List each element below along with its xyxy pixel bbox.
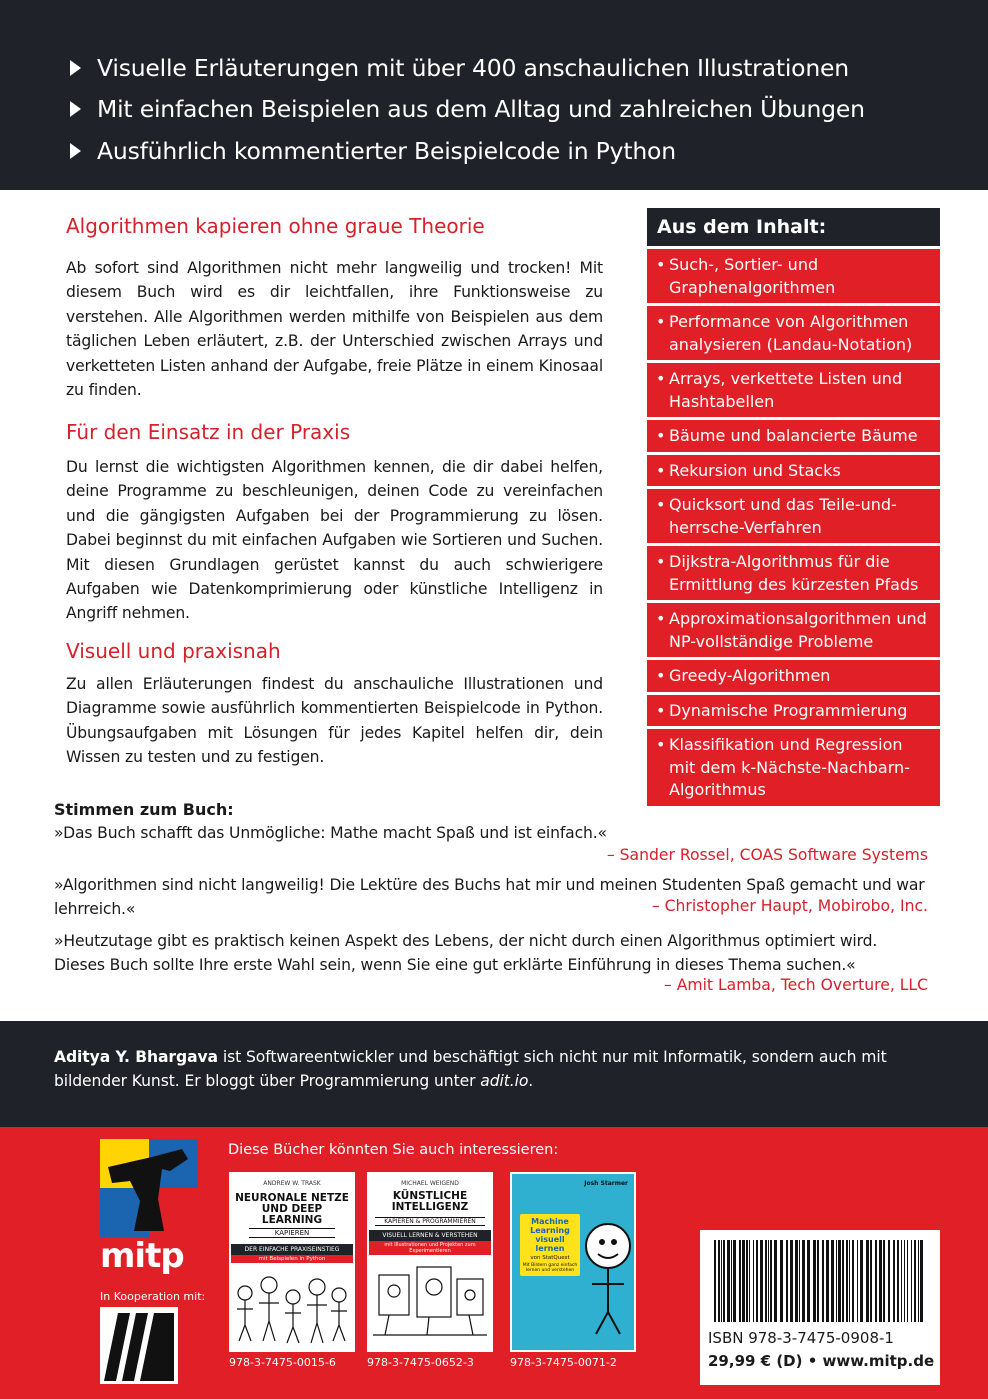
quote-author: – Christopher Haupt, Mobirobo, Inc. (651, 897, 928, 915)
barcode-bar (822, 1240, 824, 1322)
section-heading: Für den Einsatz in der Praxis (66, 420, 351, 444)
barcode-bar (907, 1240, 908, 1322)
book-sub: von StatQuest (530, 1255, 570, 1261)
barcode-bar (714, 1240, 716, 1322)
author-name: Aditya Y. Bhargava (54, 1048, 218, 1066)
barcode-bar (846, 1240, 848, 1322)
barcode-bar (875, 1240, 877, 1322)
barcode-bar (795, 1240, 798, 1322)
book-isbn: 978-3-7475-0015-6 (229, 1356, 336, 1369)
contents-item: • Greedy-Algorithmen (647, 657, 940, 692)
quote-author: – Sander Rossel, COAS Software Systems (606, 846, 928, 864)
barcode-bar (883, 1240, 885, 1322)
contents-item: • Dijkstra-Algorithmus für die Ermittlung des kürzesten Pfads (647, 543, 940, 600)
contents-item: • Rekursion und Stacks (647, 452, 940, 487)
barcode-bar (813, 1240, 816, 1322)
quote-text: »Das Buch schafft das Unmögliche: Mathe macht Spaß und ist einfach.« (54, 824, 607, 842)
book-band: Mit Bildern ganz einfach lernen und verstehen (522, 1263, 578, 1273)
barcode-bar (786, 1240, 788, 1322)
barcode-bar (727, 1240, 730, 1322)
cooperation-label: In Kooperation mit: (100, 1290, 206, 1303)
barcode-bar (831, 1240, 834, 1322)
book-author: Josh Starmer (584, 1180, 628, 1187)
feature-item (70, 89, 865, 129)
contents-item: • Quicksort und das Teile-und-herrsche-Verfahren (647, 486, 940, 543)
contents-item: • Approximationsalgorithmen und NP-vollständige Probleme (647, 600, 940, 657)
book-band: VISUELL LERNEN & VERSTEHEN (369, 1230, 491, 1241)
author-bio-end: . (528, 1072, 534, 1090)
barcode-bar (901, 1240, 902, 1322)
section-text: Zu allen Erläuterungen findest du anschauliche Illustrationen und Diagramme sowie ausführlich kommentierten Beispielcode in Python. Übungsaufgaben mit Lösungen für jedes Kapitel helfen dir, dein Wissen zu testen und zu festigen. (66, 675, 603, 767)
barcode-bar (742, 1240, 745, 1322)
barcode-bar (860, 1240, 863, 1322)
barcode-bar (770, 1240, 772, 1322)
author-bio (54, 1045, 934, 1093)
book-isbn: 978-3-7475-0652-3 (367, 1356, 474, 1369)
contents-item: • Dynamische Programmierung (647, 692, 940, 727)
book-sub: KAPIEREN (249, 1228, 335, 1238)
author-bio-text: ist Softwareentwickler und beschäftigt sich nicht nur mit Informatik, sondern auch mit bildender Kunst. Er bloggt über Programmierung unter (54, 1048, 887, 1090)
triangle-bullet-icon (70, 60, 81, 76)
barcode-bar (904, 1240, 905, 1322)
price-and-website: 29,99 € (D) • www.mitp.de (708, 1352, 935, 1370)
barcode-bar (746, 1240, 748, 1322)
feature-text: Mit einfachen Beispielen aus dem Alltag und zahlreichen Übungen (97, 95, 865, 123)
book-band: DER EINFACHE PRAXISEINSTIEG (231, 1244, 353, 1255)
quote-text: »Algorithmen sind nicht langweilig! Die Lektüre des Buchs hat mir und meinen Studenten Spaß gemacht und war lehrreich.« (54, 876, 925, 918)
book-illustration-icon (578, 1216, 634, 1336)
barcode-bar (807, 1240, 810, 1322)
barcode-bar (893, 1240, 895, 1322)
triangle-bullet-icon (70, 101, 81, 117)
publisher-name: mitp (100, 1236, 184, 1276)
barcode-bar (852, 1240, 854, 1322)
barcode-bar (914, 1240, 916, 1322)
contents-item: • Bäume und balancierte Bäume (647, 417, 940, 452)
barcode-bar (765, 1240, 767, 1322)
section-heading: Algorithmen kapieren ohne graue Theorie (66, 214, 485, 238)
barcode-bar (888, 1240, 890, 1322)
barcode-bar (879, 1240, 882, 1322)
barcode-bar (870, 1240, 872, 1322)
barcode-bar (760, 1240, 763, 1322)
barcode-bar (718, 1240, 720, 1322)
author-site: adit.io (480, 1072, 529, 1090)
book-author: MICHAEL WEIGEND (401, 1180, 459, 1187)
quote-text: »Heutzutage gibt es praktisch keinen Aspekt des Lebens, der nicht durch einen Algorithmus optimiert wird. Dieses Buch sollte Ihre erste Wahl sein, wenn Sie eine gut erklärte Einführung in dieses Thema suchen.« (54, 932, 878, 974)
barcode-bar (753, 1240, 754, 1322)
feature-item (70, 131, 676, 171)
triangle-bullet-icon (70, 143, 81, 159)
contents-item: • Arrays, verkettete Listen und Hashtabellen (647, 360, 940, 417)
feature-text: Ausführlich kommentierter Beispielcode in Python (97, 137, 676, 165)
barcode-bar (817, 1240, 819, 1322)
book-title-box (520, 1214, 580, 1276)
barcode-bar (836, 1240, 837, 1322)
contents-box (647, 208, 940, 806)
book-illustration-icon (369, 1255, 491, 1347)
barcode-bar (802, 1240, 805, 1322)
book-illustration-icon (231, 1263, 353, 1352)
section-heading: Visuell und praxisnah (66, 639, 281, 663)
barcode-bar (774, 1240, 777, 1322)
book-band-2: mit Illustrationen und Projekten zum Experimentieren (369, 1241, 491, 1255)
feature-item (70, 48, 849, 88)
barcode-bar (838, 1240, 841, 1322)
book-title: Machine Learning visuell lernen (530, 1217, 570, 1253)
barcode-bar (733, 1240, 736, 1322)
contents-item: • Klassifikation und Regression mit dem k-Nächste-Nachbarn-Algorithmus (647, 726, 940, 806)
barcode-bar (739, 1240, 741, 1322)
contents-item: • Such-, Sortier- und Graphenalgorithmen (647, 246, 940, 303)
barcode-bar (857, 1240, 858, 1322)
barcode-bar (799, 1240, 800, 1322)
book-cover-2[interactable] (367, 1172, 493, 1352)
barcode-bar (780, 1240, 783, 1322)
barcode-bar (866, 1240, 869, 1322)
book-isbn: 978-3-7475-0071-2 (510, 1356, 617, 1369)
barcode-bar (911, 1240, 912, 1322)
contents-item: • Performance von Algorithmen analysieren (Landau-Notation) (647, 303, 940, 360)
book-cover-3[interactable] (510, 1172, 636, 1352)
barcode-bar (918, 1240, 919, 1322)
recommend-title: Diese Bücher könnten Sie auch interessieren: (228, 1142, 559, 1158)
quotes-title: Stimmen zum Buch: (54, 800, 234, 819)
book-sub: KAPIEREN & PROGRAMMIEREN (375, 1217, 485, 1226)
isbn: ISBN 978-3-7475-0908-1 (708, 1329, 894, 1347)
contents-title: Aus dem Inhalt: (647, 208, 940, 246)
section-text: Du lernst die wichtigsten Algorithmen kennen, die dir dabei helfen, deine Programme zu beschleunigen, deinen Code zu vereinfachen und die gängigsten Aufgaben bei der Programmierung zu lösen. Dabei beginnst du mit einfachen Aufgaben wie Sortieren und Suchen. Mit diesen Grundlagen gerüstet kannst du auch schwierigere Aufgaben wie Datenkomprimierung oder künstliche Intelligenz in Angriff nehmen. (66, 458, 603, 623)
barcode-bar (842, 1240, 844, 1322)
book-band-2: mit Beispielen in Python (231, 1255, 353, 1263)
partner-logo-icon (100, 1307, 178, 1384)
barcode-bar (723, 1240, 725, 1322)
barcode-bar (731, 1240, 732, 1322)
barcode-bar (756, 1240, 758, 1322)
section-text: Ab sofort sind Algorithmen nicht mehr langweilig und trocken! Mit diesem Buch wird es dir leichtfallen, ihre Funktionsweise zu verstehen. Alle Algorithmen werden mithilfe von Beispielen aus dem täglichen Leben erläutert, z.B. der Unterschied zwischen Arrays und verketteten Listen anhand der Aufgabe, freie Plätze in einem Kinosaal zu finden. (66, 259, 603, 400)
barcode-bar (768, 1240, 769, 1322)
barcode-bar (897, 1240, 899, 1322)
barcode-icon (710, 1240, 930, 1322)
barcode-bar (721, 1240, 722, 1322)
quote-author: – Amit Lamba, Tech Overture, LLC (663, 976, 928, 994)
barcode-bar (920, 1240, 923, 1322)
book-cover-1[interactable] (229, 1172, 355, 1352)
book-title: NEURONALE NETZE UND DEEP LEARNING (235, 1192, 349, 1226)
book-author: ANDREW W. TRASK (263, 1180, 321, 1187)
barcode-bar (749, 1240, 750, 1322)
feature-text: Visuelle Erläuterungen mit über 400 anschaulichen Illustrationen (97, 54, 850, 82)
book-title: KÜNSTLICHE INTELLIGENZ (391, 1190, 469, 1213)
barcode-bar (826, 1240, 829, 1322)
barcode-bar (790, 1240, 793, 1322)
mitp-logo-icon (100, 1139, 198, 1237)
barcode-bar (849, 1240, 850, 1322)
